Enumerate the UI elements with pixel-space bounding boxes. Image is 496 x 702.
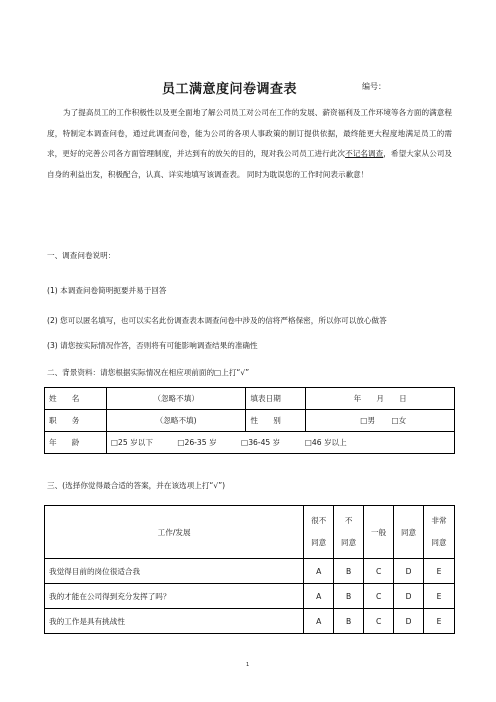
header-text: 同意: [431, 538, 447, 547]
header-text: 不: [344, 516, 353, 525]
table-row: [45, 432, 455, 454]
survey-header-row: [45, 506, 455, 559]
option-e[interactable]: E: [424, 559, 455, 584]
option-c[interactable]: C: [364, 609, 394, 634]
section1-title: 一、调查问卷说明：: [47, 251, 116, 260]
header-text: 同意: [311, 538, 327, 547]
gender-male-checkbox[interactable]: □男: [360, 416, 376, 425]
position-value: （忽略不填): [106, 410, 246, 432]
survey-table: [44, 505, 455, 634]
intro-part1: 为了提高员工的工作积极性以及更全面地了解公司员工对公司在工作的发展、薪资福利及工作环境等各方面的满意程度，特制定本调查问卷，通过此调查问卷，能为公司的各项人事政策的制订提供依据，最终能更大程度地满足员工的需求，更好的完善公司各方面管理制度，并达到有的放矢的目的，现对我公司员工进行此次: [47, 108, 452, 158]
gender-options: [306, 410, 455, 432]
question-3: 我的工作是具有挑战性: [45, 609, 304, 634]
date-label: 填表日期: [246, 388, 306, 410]
age-option-2[interactable]: □26-35 岁: [177, 438, 217, 447]
note-2: (2) 您可以匿名填写，也可以实名此份调查表本调查问卷中涉及的信将严格保密，所以你可以放心做答: [47, 316, 387, 325]
table-row: [45, 559, 455, 584]
position-label: 职 务: [45, 410, 107, 432]
age-label: 年 龄: [45, 432, 107, 454]
serial-number-label: 编号：: [362, 82, 386, 91]
header-neutral: 一般: [364, 506, 394, 559]
option-a[interactable]: A: [304, 584, 334, 609]
age-option-3[interactable]: □36-45 岁: [241, 438, 281, 447]
header-disagree: [334, 506, 364, 559]
header-text: 很不: [311, 516, 327, 525]
date-value: 年 月 日: [306, 388, 455, 410]
option-c[interactable]: C: [364, 584, 394, 609]
table-row: [45, 388, 455, 410]
option-e[interactable]: E: [424, 584, 455, 609]
option-d[interactable]: D: [394, 559, 424, 584]
option-d[interactable]: D: [394, 609, 424, 634]
header-text: 同意: [341, 538, 357, 547]
background-table: [44, 387, 455, 454]
intro-paragraph: [47, 103, 452, 185]
age-option-4[interactable]: □46 岁以上: [304, 438, 347, 447]
header-text: 非常: [431, 516, 447, 525]
option-b[interactable]: B: [334, 584, 364, 609]
option-a[interactable]: A: [304, 609, 334, 634]
page-number: 1: [246, 662, 250, 668]
document-title: 员工满意度问卷调查表: [162, 82, 298, 97]
gender-female-checkbox[interactable]: □女: [391, 416, 407, 425]
header-strongly-disagree: [304, 506, 334, 559]
option-a[interactable]: A: [304, 559, 334, 584]
note-1: (1) 本调查问卷简明扼要并易于回答: [47, 286, 167, 295]
category-header: 工作/发展: [45, 506, 304, 559]
age-options: [106, 432, 454, 454]
section3-title: 三、(选择你觉得最合适的答案，并在该选项上打“√”): [47, 481, 226, 490]
gender-label: 性 别: [246, 410, 306, 432]
question-1: 我觉得目前的岗位很适合我: [45, 559, 304, 584]
question-2: 我的才能在公司得到充分发挥了吗？: [45, 584, 304, 609]
intro-part2: ，希望大家从公司及自身的利益出发，积极配合，认真、详实地填写该调查表。 同时为耽误您的工作时间表示歉意！: [47, 149, 453, 179]
name-value: （忽略不填）: [106, 388, 246, 410]
table-row: [45, 584, 455, 609]
name-label: 姓 名: [45, 388, 107, 410]
option-b[interactable]: B: [334, 559, 364, 584]
header-agree: 同意: [394, 506, 424, 559]
option-b[interactable]: B: [334, 609, 364, 634]
header-strongly-agree: [424, 506, 455, 559]
option-e[interactable]: E: [424, 609, 455, 634]
section2-title: 二、背景资料：请您根据实际情况在相应项前面的□上打“√”: [47, 368, 250, 377]
option-d[interactable]: D: [394, 584, 424, 609]
option-c[interactable]: C: [364, 559, 394, 584]
note-3: (3) 请您按实际情况作答，否则将有可能影响调查结果的准确性: [47, 341, 258, 350]
table-row: [45, 410, 455, 432]
table-row: [45, 609, 455, 634]
age-option-1[interactable]: □25 岁以下: [110, 438, 153, 447]
intro-underlined: 不记名调查: [345, 149, 384, 158]
